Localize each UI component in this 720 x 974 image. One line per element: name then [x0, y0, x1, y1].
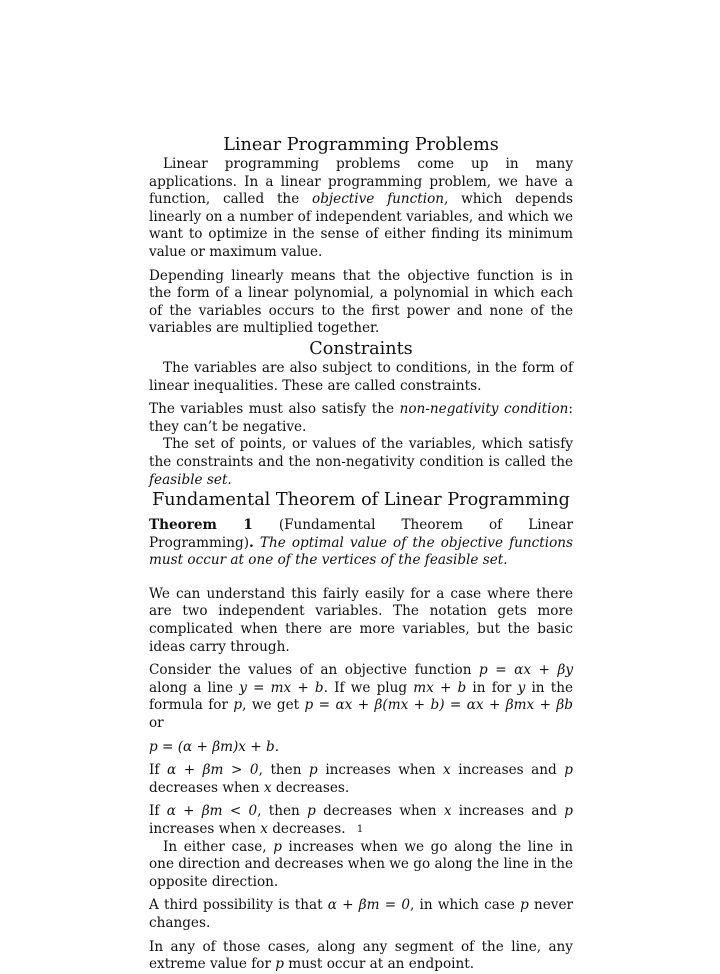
- text-run: increases and: [450, 762, 565, 779]
- paragraph-feasible-set: [149, 436, 573, 489]
- term-objective-function: objective function: [312, 191, 445, 208]
- paragraph-third-possibility: [149, 897, 573, 932]
- text-run: along a line: [149, 679, 240, 696]
- section-heading-linear-programming-problems: Linear Programming Problems: [223, 135, 499, 155]
- text-run: .: [227, 471, 232, 488]
- math-expression: x: [263, 779, 272, 796]
- text-run: increases and: [451, 803, 565, 820]
- equation-p-linear-in-x: p = (α + βm)x + b.: [149, 738, 280, 755]
- section-heading-constraints: Constraints: [309, 338, 413, 359]
- text-run: If: [149, 803, 167, 820]
- math-expression: p: [309, 762, 318, 779]
- paragraph-depending-linearly: Depending linearly means that the objective function is in the form of a linear polynomial, a polynomial in which each of the variables occurs to the first power and none of the variables are multiplied together.: [149, 267, 573, 337]
- theorem-statement: The optimal value of the objective functions must occur at one of the vertices of the feasible set.: [149, 534, 573, 569]
- paragraph-non-negativity: [149, 401, 573, 436]
- math-expression: α + βm = 0: [327, 897, 410, 914]
- text-run: decreases when: [149, 779, 264, 796]
- text-run: In any of those cases, along any segment of the line, any extreme value for: [149, 938, 573, 973]
- text-run: In either case,: [163, 838, 274, 855]
- theorem-name: (Fundamental Theorem of Linear Programming): [149, 517, 573, 551]
- theorem-block: [149, 517, 573, 570]
- paragraph-extreme-value-endpoint: [149, 939, 573, 974]
- text-run: increases when: [317, 762, 443, 779]
- math-expression: p: [564, 803, 573, 820]
- paragraph-positive-slope-case: [149, 762, 573, 797]
- math-expression: p: [564, 762, 573, 779]
- paragraph-objective-function: [149, 156, 573, 262]
- text-run: in for: [466, 679, 518, 696]
- term-feasible-set: feasible set: [149, 471, 228, 488]
- math-expression: p: [307, 803, 316, 820]
- text-run: decreases.: [267, 821, 346, 837]
- text-run: , then: [257, 803, 308, 820]
- math-expression: α + βm < 0: [166, 803, 258, 820]
- math-expression: p: [233, 697, 243, 714]
- text-run: The set of points, or values of the variables, which satisfy the constraints and the non-negativity condition is called the: [149, 436, 573, 470]
- math-expression: mx + b: [413, 679, 467, 696]
- text-run: If: [149, 762, 167, 779]
- theorem-label: Theorem 1: [149, 517, 253, 534]
- text-run: increases when: [149, 821, 261, 837]
- paragraph-either-case: [149, 839, 573, 892]
- theorem-punctuation: .: [249, 534, 254, 551]
- math-expression: p: [273, 838, 282, 855]
- text-run: : they can’t be negative.: [149, 401, 573, 435]
- math-expression: p = αx + β(mx + b) = αx + βmx + βb: [304, 697, 573, 714]
- term-non-negativity-condition: non-negativity condition: [399, 401, 569, 418]
- math-expression: α + βm > 0: [166, 762, 259, 779]
- text-run: . If we plug: [323, 679, 414, 696]
- math-expression: y: [517, 679, 526, 696]
- text-run: increases when we go along the line in one direction and decreases when we go along the line in the opposite direction.: [149, 838, 574, 890]
- text-run: , in which case: [409, 897, 521, 914]
- math-expression: x: [260, 821, 268, 837]
- text-run: decreases.: [271, 779, 350, 796]
- text-run: decreases when: [315, 803, 444, 820]
- page-number: 1: [356, 824, 364, 835]
- math-expression: p = αx + βy: [479, 662, 573, 679]
- paragraph-constraints: The variables are also subject to conditions, in the form of linear inequalities. These are called constraints.: [149, 359, 573, 394]
- text-run: Linear programming problems come up in many applications. In a linear programming problem, we have a function, called the: [149, 156, 573, 208]
- math-expression: y = mx + b: [239, 679, 324, 696]
- text-run: , which depends linearly on a number of independent variables, and which we want to optimize in the sense of either finding its minimum value or maximum value.: [149, 191, 573, 260]
- text-run: Consider the values of an objective function: [149, 662, 480, 679]
- text-run: must occur at an endpoint.: [283, 956, 475, 973]
- paragraph-two-variables: We can understand this fairly easily for a case where there are two independent variables. The notation gets more complicated when there are more variables, but the basic ideas carry through.: [149, 585, 573, 655]
- text-run: or: [149, 715, 164, 732]
- text-run: in the formula for: [149, 679, 573, 714]
- math-expression: p: [275, 956, 284, 973]
- section-heading-fundamental-theorem: Fundamental Theorem of Linear Programming: [152, 490, 570, 511]
- text-run: A third possibility is that: [149, 897, 328, 914]
- math-expression: x: [443, 762, 451, 779]
- math-expression: p: [520, 897, 529, 914]
- text-run: The variables must also satisfy the: [149, 401, 400, 418]
- math-expression: x: [443, 803, 452, 820]
- text-run: , then: [258, 762, 310, 779]
- paragraph-objective-along-line: [149, 662, 573, 732]
- text-column: [149, 134, 573, 974]
- text-run: never changes.: [149, 897, 574, 931]
- text-run: , we get: [242, 697, 305, 714]
